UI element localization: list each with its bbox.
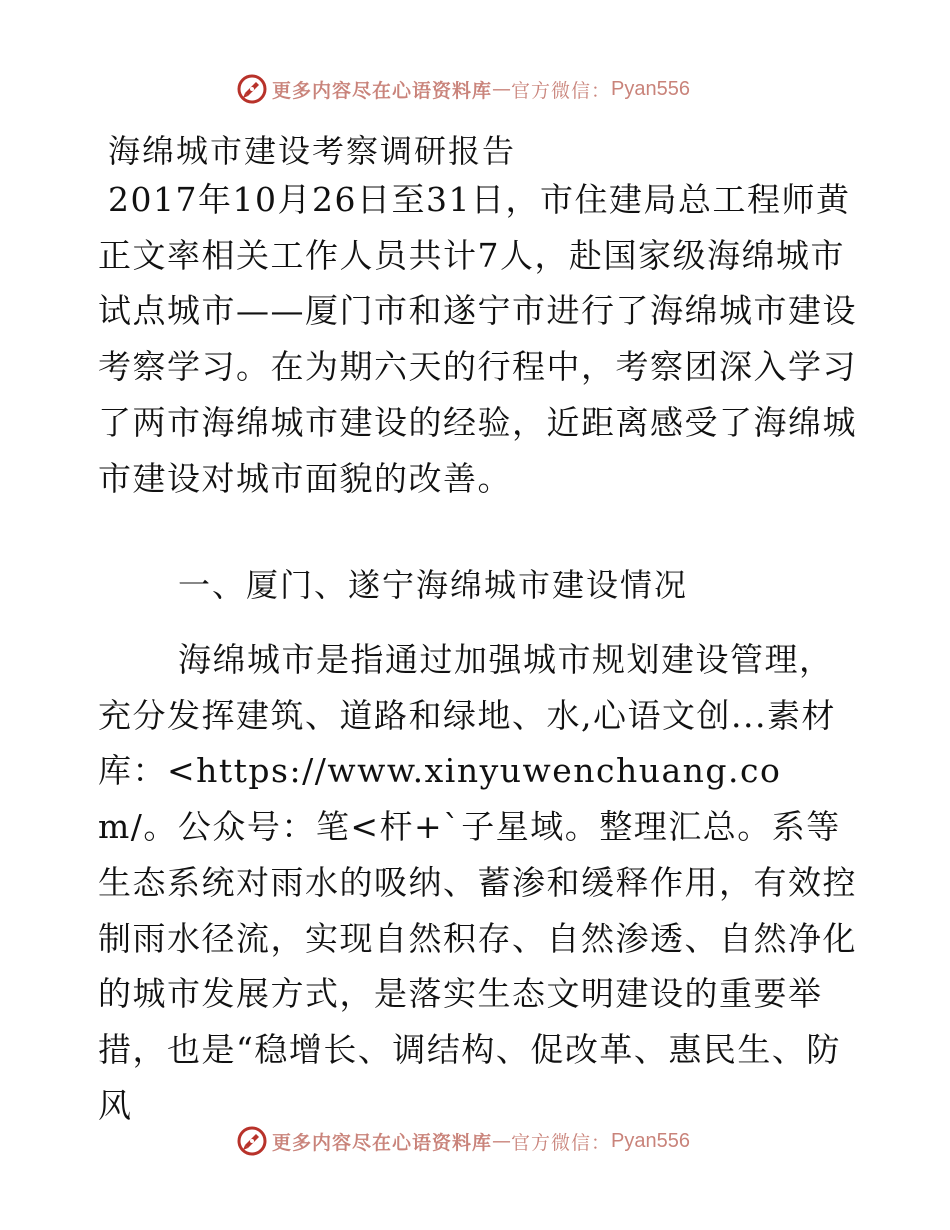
banner-separator: — bbox=[492, 78, 512, 100]
section-heading: 一、厦门、遂宁海绵城市建设情况 bbox=[178, 566, 689, 604]
banner-wechat-id: Pyan556 bbox=[611, 1129, 690, 1152]
paragraph-definition: 海绵城市是指通过加强城市规划建设管理，充分发挥建筑、道路和绿地、水,心语文创...素材库：<https://www.xinyuwenchuang.com/。公众号：笔<杆+`子星域。整理汇总。系等生态系统对雨水的吸纳、蓄渗和缓释作用，有效控制雨水径流，实现自然积存、自然渗透、自然净化的城市发展方式，是落实生态文明建设的重要举措，也是“稳增长、调结构、促改革、惠民生、防风 bbox=[98, 640, 857, 1125]
paragraph-intro: 2017年10月26日至31日，市住建局总工程师黄正文率相关工作人员共计7人，赴国家级海绵城市试点城市——厦门市和遂宁市进行了海绵城市建设考察学习。在为期六天的行程中，考察团深入学习了两市海绵城市建设的经验，近距离感受了海绵城市建设对城市面貌的改善。 bbox=[98, 180, 857, 498]
banner-wechat-label: 官方微信： bbox=[511, 79, 612, 102]
footer-banner bbox=[236, 1124, 690, 1158]
brand-logo-icon bbox=[236, 73, 268, 105]
banner-text: 更多内容尽在心语资料库 bbox=[272, 1131, 493, 1154]
brand-logo-icon bbox=[236, 1125, 268, 1157]
banner-text: 更多内容尽在心语资料库 bbox=[272, 79, 493, 102]
banner-wechat-label: 官方微信： bbox=[511, 1131, 612, 1154]
banner-separator: — bbox=[492, 1130, 512, 1152]
banner-wechat-id: Pyan556 bbox=[611, 77, 690, 100]
header-banner bbox=[236, 72, 690, 106]
document-title: 海绵城市建设考察调研报告 bbox=[108, 132, 517, 170]
